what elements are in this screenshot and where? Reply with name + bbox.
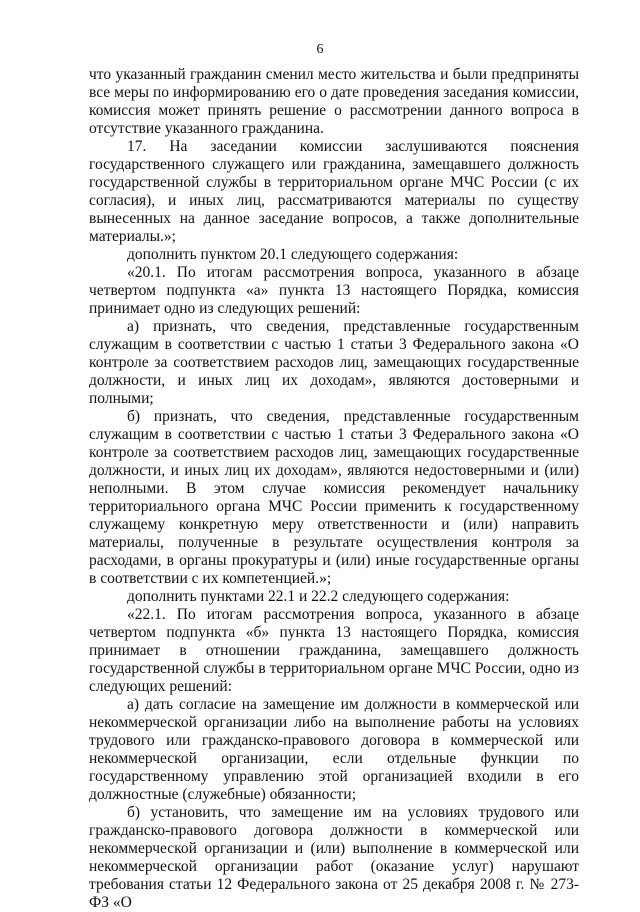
paragraph: б) установить, что замещение им на условиях трудового или гражданско-правового договора должности в коммерческой или некоммерческой организации и (или) выполнение в коммерческой или некоммерческой организации работ (оказание услуг) нарушают требования статьи 12 Федерального закона от 25 декабря 2008 г. № 273-ФЗ «О [89, 804, 579, 911]
paragraph: «22.1. По итогам рассмотрения вопроса, указанного в абзаце четвертом подпункта «б» пункта 13 настоящего Порядка, комиссия принимает в отношении гражданина, замещавшего должность государственной службы в территориальном органе МЧС России, одно из следующих решений: [89, 606, 579, 695]
document-body [89, 66, 579, 912]
paragraph: б) признать, что сведения, представленные государственным служащим в соответствии с частью 1 статьи 3 Федерального закона «О контроле за соответствием расходов лиц, замещающих государственные должности, и иных лиц их доходам», являются недостоверными и (или) неполными. В этом случае комиссия рекомендует начальнику территориального органа МЧС России применить к государственному служащему конкретную меру ответственности и (или) направить материалы, полученные в результате осуществления контроля за расходами, в органы прокуратуры и (или) иные государственные органы в соответствии с их компетенцией.»; [89, 408, 579, 587]
paragraph: а) признать, что сведения, представленные государственным служащим в соответствии с частью 1 статьи 3 Федерального закона «О контроле за соответствием расходов лиц, замещающих государственные должности, и иных лиц их доходам», являются достоверными и полными; [89, 318, 579, 407]
paragraph: дополнить пунктами 22.1 и 22.2 следующего содержания: [127, 588, 510, 605]
paragraph: дополнить пунктом 20.1 следующего содержания: [127, 246, 459, 263]
paragraph: «20.1. По итогам рассмотрения вопроса, указанного в абзаце четвертом подпункта «а» пункта 13 настоящего Порядка, комиссия принимает одно из следующих решений: [89, 264, 579, 317]
paragraph: а) дать согласие на замещение им должности в коммерческой или некоммерческой организации либо на выполнение работы на условиях трудового или гражданско-правового договора в коммерческой или некоммерческой организации, если отдельные функции по государственному управлению этой организацией входили в его должностные (служебные) обязанности; [89, 696, 579, 803]
paragraph: 17. На заседании комиссии заслушиваются пояснения государственного служащего или гражданина, замещавшего должность государственной службы в территориальном органе МЧС России (с их согласия), и иных лиц, рассматриваются материалы по существу вынесенных на данное заседание вопросов, а также дополнительные материалы.»; [89, 138, 579, 245]
page-number: 6 [316, 42, 324, 57]
paragraph: что указанный гражданин сменил место жительства и были предприняты все меры по информированию его о дате проведения заседания комиссии, комиссия может принять решение о рассмотрении данного вопроса в отсутствие указанного гражданина. [89, 66, 579, 137]
